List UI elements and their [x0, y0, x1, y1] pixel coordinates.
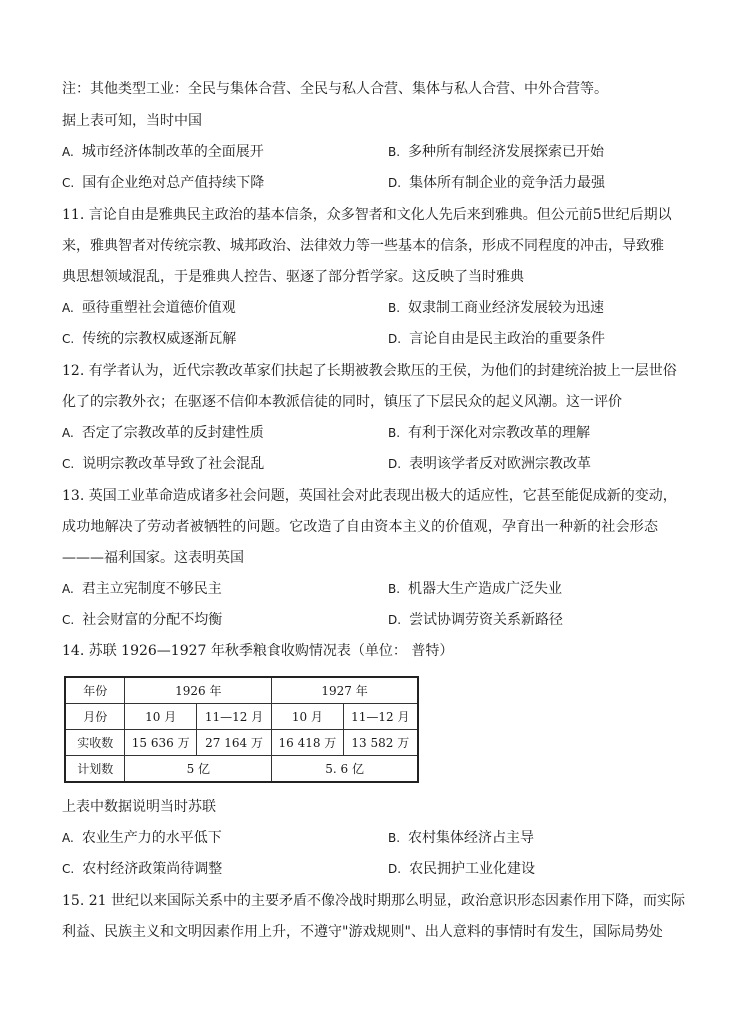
table-cell: 1926 年	[125, 677, 272, 704]
note-line: 注：其他类型工业：全民与集体合营、全民与私人合营、集体与私人合营、中外合营等。	[62, 81, 608, 97]
table-cell: 11—12 月	[343, 704, 418, 730]
q13-stem-line-1: 13. 英国工业革命造成诸多社会问题，英国社会对此表现出极大的适应性，它甚至能促成新的变动，	[62, 488, 677, 504]
q12-option-d[interactable]: D. 表明该学者反对欧洲宗教改革	[388, 456, 592, 472]
table-cell: 15 636 万	[125, 730, 196, 756]
table-row	[65, 730, 418, 756]
q14-option-c[interactable]: C. 农村经济政策尚待调整	[62, 861, 223, 877]
table-cell: 11—12 月	[196, 704, 271, 730]
q12-stem-line-2: 化了的宗教外衣；在驱逐不信仰本教派信徒的同时，镇压了下层民众的起义风潮。这一评价	[62, 394, 622, 410]
table-cell: 月份	[65, 704, 125, 730]
q10-option-a[interactable]: A. 城市经济体制改革的全面展开	[62, 144, 264, 160]
q13-option-a[interactable]: A. 君主立宪制度不够民主	[62, 581, 222, 597]
table-cell: 1927 年	[272, 677, 418, 704]
q10-option-c[interactable]: C. 国有企业绝对总产值持续下降	[62, 175, 265, 191]
q11-option-b[interactable]: B. 奴隶制工商业经济发展较为迅速	[388, 300, 605, 316]
q11-stem-line-1: 11. 言论自由是雅典民主政治的基本信条，众多智者和文化人先后来到雅典。但公元前5世纪后期以	[62, 207, 672, 223]
q12-option-b[interactable]: B. 有利于深化对宗教改革的理解	[388, 425, 591, 441]
q14-title: 14. 苏联 1926—1927 年秋季粮食收购情况表（单位： 普特）	[62, 643, 454, 659]
q10-option-b[interactable]: B. 多种所有制经济发展探索已开始	[388, 144, 605, 160]
table-cell: 计划数	[65, 756, 125, 783]
table-row	[65, 704, 418, 730]
q14-option-b[interactable]: B. 农村集体经济占主导	[388, 830, 535, 846]
q15-stem-line-2: 利益、民族主义和文明因素作用上升，不遵守"游戏规则"、出人意料的事情时有发生，国际局势处	[62, 924, 663, 940]
table-row	[65, 677, 418, 704]
q12-stem-line-1: 12. 有学者认为，近代宗教改革家们扶起了长期被教会欺压的王侯，为他们的封建统治披上一层世俗	[62, 363, 677, 379]
q15-stem-line-1: 15. 21 世纪以来国际关系中的主要矛盾不像冷战时期那么明显，政治意识形态因素作用下降，而实际	[62, 893, 685, 909]
q11-option-a[interactable]: A. 亟待重塑社会道德价值观	[62, 300, 236, 316]
q14-option-a[interactable]: A. 农业生产力的水平低下	[62, 830, 222, 846]
q14-option-d[interactable]: D. 农民拥护工业化建设	[388, 861, 536, 877]
table-cell: 5. 6 亿	[272, 756, 418, 783]
table-cell: 16 418 万	[272, 730, 343, 756]
q14-stem: 上表中数据说明当时苏联	[62, 799, 216, 815]
table-cell: 13 582 万	[343, 730, 418, 756]
table-row	[65, 756, 418, 783]
q11-option-c[interactable]: C. 传统的宗教权威逐渐瓦解	[62, 331, 237, 347]
table-cell: 实收数	[65, 730, 125, 756]
q10-stem: 据上表可知，当时中国	[62, 113, 202, 129]
q12-option-a[interactable]: A. 否定了宗教改革的反封建性质	[62, 425, 264, 441]
q12-option-c[interactable]: C. 说明宗教改革导致了社会混乱	[62, 456, 265, 472]
q13-stem-line-2: 成功地解决了劳动者被牺牲的问题。它改造了自由资本主义的价值观，孕育出一种新的社会形态	[62, 519, 658, 535]
table-cell: 10 月	[272, 704, 343, 730]
table-cell: 10 月	[125, 704, 196, 730]
q13-option-c[interactable]: C. 社会财富的分配不均衡	[62, 612, 223, 628]
q11-stem-line-3: 典思想领域混乱，于是雅典人控告、驱逐了部分哲学家。这反映了当时雅典	[62, 269, 524, 285]
table-cell: 年份	[65, 677, 125, 704]
q13-option-b[interactable]: B. 机器大生产造成广泛失业	[388, 581, 563, 597]
q11-stem-line-2: 来，雅典智者对传统宗教、城邦政治、法律效力等一些基本的信条，形成不同程度的冲击，导致雅	[62, 238, 664, 254]
q11-option-d[interactable]: D. 言论自由是民主政治的重要条件	[388, 331, 606, 347]
grain-procurement-table	[64, 676, 419, 783]
table-cell: 27 164 万	[196, 730, 271, 756]
q13-stem-line-3: ———福利国家。这表明英国	[62, 550, 244, 566]
table-cell: 5 亿	[125, 756, 272, 783]
q13-option-d[interactable]: D. 尝试协调劳资关系新路径	[388, 612, 564, 628]
q10-option-d[interactable]: D. 集体所有制企业的竞争活力最强	[388, 175, 606, 191]
